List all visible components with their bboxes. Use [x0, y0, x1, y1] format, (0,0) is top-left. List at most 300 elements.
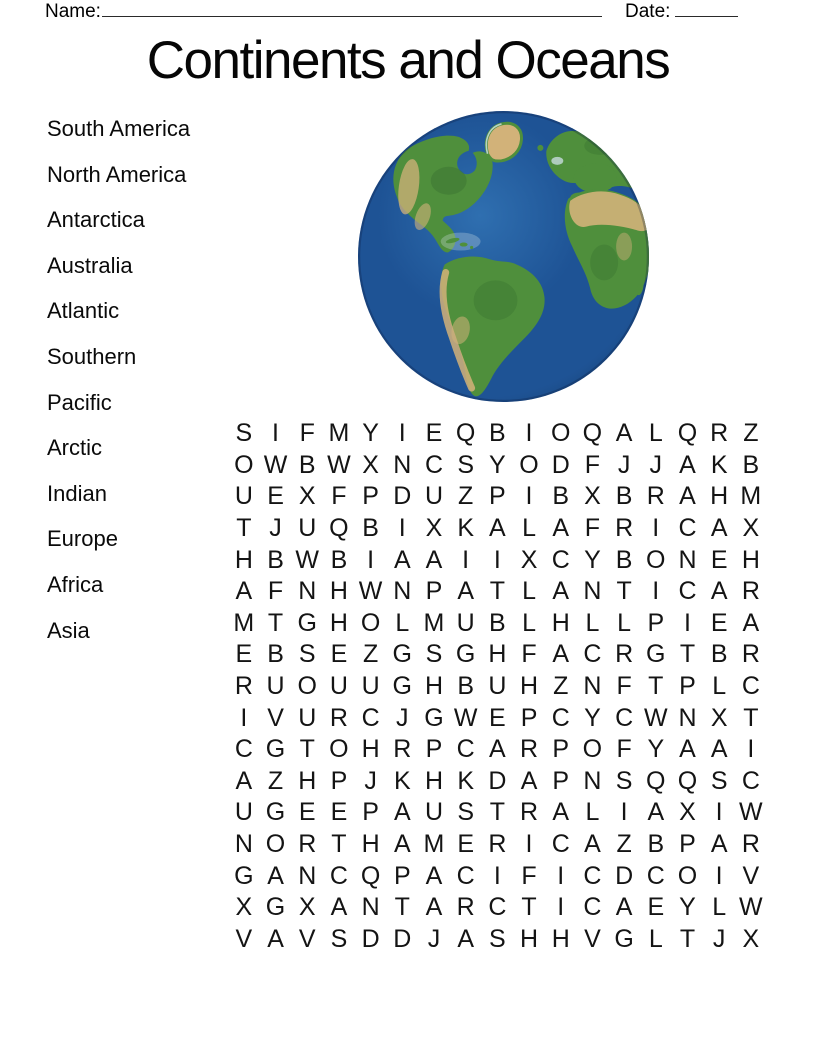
- grid-letter: T: [679, 924, 696, 953]
- grid-letter: P: [520, 703, 538, 732]
- grid-letter: I: [525, 419, 533, 448]
- grid-letter: T: [616, 577, 632, 606]
- word-list-item: Atlantic: [47, 298, 120, 324]
- grid-letter: R: [615, 640, 634, 669]
- earth-globe-svg: [357, 110, 650, 403]
- grid-letter: J: [617, 450, 631, 479]
- grid-letter: A: [425, 893, 443, 922]
- grid-letter: F: [331, 482, 347, 511]
- grid-letter: W: [739, 893, 763, 922]
- grid-letter: A: [330, 893, 348, 922]
- grid-letter: L: [648, 419, 663, 448]
- grid-letter: T: [679, 640, 696, 669]
- word-list-item: Africa: [47, 571, 104, 597]
- grid-letter: P: [552, 735, 570, 764]
- grid-letter: G: [234, 861, 254, 890]
- grid-letter: X: [584, 482, 601, 511]
- grid-letter: R: [456, 893, 475, 922]
- word-list-item: North America: [47, 161, 187, 187]
- date-blank-line: [675, 16, 738, 17]
- grid-letter: Q: [455, 419, 476, 448]
- grid-letter: W: [263, 450, 288, 479]
- grid-letter: E: [489, 703, 506, 732]
- grid-letter: B: [267, 640, 284, 669]
- grid-letter: G: [265, 798, 286, 827]
- grid-letter: G: [614, 924, 634, 953]
- grid-letter: D: [615, 861, 634, 890]
- grid-letter: C: [456, 735, 475, 764]
- grid-letter: C: [583, 893, 602, 922]
- grid-letter: E: [298, 798, 316, 827]
- grid-letter: A: [393, 830, 411, 859]
- grid-letter: Q: [677, 766, 698, 795]
- grid-letter: S: [425, 640, 443, 669]
- grid-letter: R: [298, 830, 317, 859]
- grid-letter: I: [683, 608, 691, 637]
- grid-letter: H: [424, 672, 443, 701]
- grid-letter: B: [615, 545, 633, 574]
- grid-letter: B: [742, 450, 760, 479]
- grid-letter: N: [234, 830, 253, 859]
- grid-letter: U: [329, 672, 348, 701]
- grid-letter: A: [425, 861, 443, 890]
- grid-letter: I: [525, 830, 533, 859]
- grid-letter: U: [234, 798, 253, 827]
- grid-letter: S: [615, 766, 633, 795]
- grid-letter: A: [679, 450, 696, 479]
- grid-letter: C: [551, 545, 570, 574]
- grid-letter: N: [298, 577, 317, 606]
- grid-letter: U: [234, 482, 253, 511]
- grid-letter: H: [234, 545, 253, 574]
- grid-letter: S: [457, 450, 474, 479]
- page-title: Continents and Oceans: [146, 31, 670, 90]
- grid-letter: G: [424, 703, 444, 732]
- grid-letter: X: [520, 545, 538, 574]
- grid-letter: X: [742, 924, 760, 953]
- grid-letter: X: [710, 703, 728, 732]
- grid-letter: B: [298, 450, 316, 479]
- grid-letter: T: [521, 893, 537, 922]
- grid-letter: C: [583, 861, 602, 890]
- grid-letter: H: [329, 608, 348, 637]
- grid-letter: V: [742, 861, 760, 890]
- grid-letter: H: [361, 830, 380, 859]
- grid-letter: F: [299, 419, 315, 448]
- grid-letter: A: [489, 514, 506, 543]
- grid-letter: A: [710, 514, 728, 543]
- grid-letter: A: [552, 798, 570, 827]
- grid-letter: Q: [329, 514, 349, 543]
- grid-letter: H: [488, 640, 507, 669]
- grid-letter: F: [267, 577, 284, 606]
- grid-letter: E: [330, 640, 348, 669]
- grid-letter: X: [425, 514, 443, 543]
- grid-letter: R: [710, 419, 729, 448]
- grid-letter: A: [393, 545, 411, 574]
- grid-letter: F: [584, 450, 601, 479]
- grid-letter: X: [235, 893, 253, 922]
- grid-letter: J: [364, 766, 377, 795]
- grid-letter: D: [361, 924, 380, 953]
- word-search-grid: [228, 418, 767, 955]
- grid-letter: V: [267, 703, 284, 732]
- grid-letter: U: [424, 482, 443, 511]
- grid-letter: I: [398, 419, 406, 448]
- grid-letter: L: [712, 893, 727, 922]
- grid-letter: H: [520, 924, 539, 953]
- grid-letter: I: [652, 514, 660, 543]
- grid-letter: A: [679, 735, 696, 764]
- grid-letter: L: [522, 514, 536, 543]
- grid-letter: W: [295, 545, 320, 574]
- word-list-item: South America: [47, 116, 191, 141]
- name-label: Name:: [45, 1, 101, 22]
- grid-letter: Q: [677, 419, 698, 448]
- grid-letter: A: [710, 830, 728, 859]
- grid-letter: R: [646, 482, 665, 511]
- grid-letter: M: [328, 419, 350, 448]
- grid-letter: A: [679, 482, 696, 511]
- grid-letter: U: [266, 672, 285, 701]
- grid-letter: N: [393, 450, 412, 479]
- grid-letter: A: [393, 798, 411, 827]
- grid-letter: H: [424, 766, 443, 795]
- grid-letter: Y: [647, 735, 665, 764]
- date-label: Date:: [625, 1, 671, 22]
- grid-letter: X: [679, 798, 696, 827]
- grid-letter: T: [489, 577, 505, 606]
- grid-letter: Y: [489, 450, 506, 479]
- grid-letter: U: [488, 672, 507, 701]
- word-list-item: Antarctica: [47, 207, 145, 233]
- grid-letter: B: [330, 545, 348, 574]
- grid-letter: B: [647, 830, 665, 859]
- grid-letter: R: [520, 798, 539, 827]
- grid-letter: L: [585, 608, 600, 637]
- grid-letter: T: [743, 703, 759, 732]
- grid-letter: C: [234, 735, 253, 764]
- grid-letter: L: [395, 608, 410, 637]
- grid-letter: M: [423, 608, 445, 637]
- grid-letter: Y: [362, 419, 379, 448]
- grid-letter: K: [457, 766, 474, 795]
- grid-letter: P: [552, 766, 570, 795]
- grid-letter: U: [361, 672, 380, 701]
- grid-letter: D: [551, 450, 570, 479]
- grid-letter: B: [615, 482, 633, 511]
- grid-letter: R: [520, 735, 539, 764]
- grid-letter: P: [425, 735, 443, 764]
- grid-letter: G: [646, 640, 666, 669]
- grid-letter: A: [267, 861, 284, 890]
- grid-letter: Z: [616, 830, 632, 859]
- grid-letter: L: [522, 608, 536, 637]
- grid-letter: W: [643, 703, 668, 732]
- grid-letter: L: [617, 608, 632, 637]
- grid-letter: S: [457, 798, 474, 827]
- grid-letter: D: [393, 924, 412, 953]
- grid-letter: L: [522, 577, 536, 606]
- grid-letter: F: [584, 514, 601, 543]
- grid-letter: P: [647, 608, 665, 637]
- grid-letter: A: [489, 735, 506, 764]
- grid-letter: W: [358, 577, 383, 606]
- grid-letter: C: [424, 450, 443, 479]
- grid-letter: Q: [646, 766, 666, 795]
- grid-letter: C: [741, 766, 760, 795]
- grid-letter: R: [741, 830, 760, 859]
- grid-letter: A: [425, 545, 443, 574]
- grid-letter: M: [423, 830, 445, 859]
- grid-letter: J: [649, 450, 663, 479]
- grid-letter: W: [327, 450, 351, 479]
- grid-letter: R: [615, 514, 634, 543]
- grid-letter: Y: [584, 545, 601, 574]
- grid-letter: A: [710, 577, 728, 606]
- grid-letter: C: [361, 703, 380, 732]
- grid-letter: P: [393, 861, 411, 890]
- grid-letter: F: [616, 672, 632, 701]
- grid-letter: A: [235, 766, 253, 795]
- grid-letter: B: [552, 482, 570, 511]
- grid-letter: C: [646, 861, 665, 890]
- grid-letter: T: [394, 893, 410, 922]
- grid-letter: X: [742, 514, 760, 543]
- grid-letter: I: [525, 482, 533, 511]
- grid-letter: A: [552, 577, 570, 606]
- grid-letter: E: [710, 608, 728, 637]
- grid-letter: P: [679, 830, 696, 859]
- grid-letter: P: [679, 672, 696, 701]
- grid-letter: A: [552, 640, 570, 669]
- grid-letter: S: [710, 766, 728, 795]
- grid-letter: O: [582, 735, 603, 764]
- grid-letter: I: [557, 893, 565, 922]
- grid-letter: S: [298, 640, 316, 669]
- grid-letter: N: [361, 893, 380, 922]
- grid-letter: U: [456, 608, 475, 637]
- grid-letter: Z: [743, 419, 759, 448]
- grid-letter: L: [648, 924, 663, 953]
- grid-letter: I: [715, 861, 723, 890]
- grid-letter: R: [488, 830, 507, 859]
- grid-letter: R: [234, 672, 253, 701]
- word-list-item: Pacific: [47, 389, 112, 415]
- grid-letter: G: [392, 672, 412, 701]
- word-list-item: Indian: [47, 480, 107, 506]
- grid-letter: B: [267, 545, 284, 574]
- word-list-item: Australia: [47, 252, 133, 278]
- grid-letter: A: [615, 419, 633, 448]
- grid-letter: G: [455, 640, 476, 669]
- grid-letter: I: [398, 514, 406, 543]
- grid-letter: A: [235, 577, 253, 606]
- grid-letter: S: [489, 924, 506, 953]
- grid-letter: B: [710, 640, 728, 669]
- grid-letter: T: [299, 735, 315, 764]
- grid-letter: I: [747, 735, 755, 764]
- grid-letter: I: [652, 577, 660, 606]
- grid-letter: Z: [553, 672, 569, 701]
- grid-letter: N: [583, 672, 602, 701]
- grid-letter: I: [493, 545, 501, 574]
- grid-letter: H: [551, 608, 570, 637]
- grid-letter: J: [712, 924, 726, 953]
- grid-letter: J: [427, 924, 441, 953]
- grid-letter: E: [235, 640, 253, 669]
- caribbean-islands: [441, 233, 481, 251]
- grid-letter: X: [298, 482, 316, 511]
- grid-letter: L: [712, 672, 727, 701]
- grid-letter: H: [298, 766, 317, 795]
- grid-letter: N: [393, 577, 412, 606]
- grid-letter: P: [489, 482, 506, 511]
- grid-letter: A: [647, 798, 665, 827]
- grid-letter: H: [710, 482, 729, 511]
- grid-letter: G: [392, 640, 412, 669]
- grid-letter: D: [488, 766, 507, 795]
- word-list-item: Europe: [47, 526, 118, 552]
- grid-letter: C: [456, 861, 475, 890]
- grid-letter: A: [267, 924, 284, 953]
- grid-letter: O: [234, 450, 254, 479]
- grid-letter: H: [520, 672, 539, 701]
- grid-letter: T: [489, 798, 505, 827]
- grid-letter: P: [330, 766, 348, 795]
- grid-letter: W: [739, 798, 763, 827]
- grid-letter: I: [493, 861, 501, 890]
- grid-letter: P: [362, 798, 379, 827]
- grid-letter: B: [489, 608, 506, 637]
- grid-letter: C: [583, 640, 602, 669]
- grid-letter: P: [362, 482, 379, 511]
- grid-letter: C: [678, 577, 697, 606]
- grid-letter: E: [330, 798, 348, 827]
- grid-letter: J: [269, 514, 282, 543]
- grid-letter: E: [647, 893, 665, 922]
- grid-letter: O: [550, 419, 571, 448]
- grid-letter: T: [331, 830, 347, 859]
- grid-letter: S: [235, 419, 253, 448]
- earth-globe-image: [357, 110, 650, 403]
- grid-letter: I: [557, 861, 565, 890]
- grid-letter: H: [741, 545, 760, 574]
- grid-letter: R: [741, 640, 760, 669]
- grid-letter: C: [488, 893, 507, 922]
- grid-letter: E: [710, 545, 728, 574]
- grid-letter: C: [678, 514, 697, 543]
- grid-letter: Z: [362, 640, 379, 669]
- grid-letter: N: [678, 545, 697, 574]
- grid-letter: O: [329, 735, 349, 764]
- grid-letter: K: [393, 766, 411, 795]
- grid-letter: B: [457, 672, 474, 701]
- grid-letter: C: [329, 861, 348, 890]
- grid-letter: A: [710, 735, 728, 764]
- grid-letter: V: [298, 924, 316, 953]
- grid-letter: I: [240, 703, 248, 732]
- grid-letter: R: [329, 703, 348, 732]
- grid-letter: O: [297, 672, 317, 701]
- grid-letter: Z: [458, 482, 474, 511]
- grid-letter: G: [265, 735, 286, 764]
- grid-letter: V: [235, 924, 253, 953]
- grid-letter: H: [551, 924, 570, 953]
- grid-letter: O: [646, 545, 666, 574]
- grid-letter: M: [233, 608, 255, 637]
- grid-letter: N: [298, 861, 317, 890]
- grid-letter: A: [552, 514, 570, 543]
- grid-letter: X: [298, 893, 316, 922]
- grid-letter: I: [462, 545, 470, 574]
- grid-letter: I: [272, 419, 279, 448]
- grid-letter: S: [330, 924, 348, 953]
- grid-letter: N: [583, 577, 602, 606]
- grid-letter: J: [396, 703, 409, 732]
- grid-letter: X: [362, 450, 379, 479]
- grid-letter: T: [236, 514, 252, 543]
- word-list: [47, 106, 190, 653]
- grid-letter: Y: [584, 703, 601, 732]
- grid-letter: T: [267, 608, 284, 637]
- grid-letter: I: [367, 545, 375, 574]
- grid-letter: L: [585, 798, 600, 827]
- grid-letter: C: [615, 703, 634, 732]
- grid-letter: O: [265, 830, 286, 859]
- grid-letter: E: [425, 419, 443, 448]
- grid-letter: A: [520, 766, 538, 795]
- grid-letter: B: [362, 514, 379, 543]
- grid-letter: I: [715, 798, 723, 827]
- grid-letter: A: [584, 830, 601, 859]
- grid-letter: Z: [267, 766, 284, 795]
- word-list-item: Asia: [47, 617, 90, 643]
- grid-letter: O: [677, 861, 698, 890]
- grid-letter: A: [742, 608, 760, 637]
- grid-letter: R: [741, 577, 760, 606]
- grid-letter: H: [329, 577, 348, 606]
- name-blank-line: [102, 16, 602, 17]
- grid-letter: W: [453, 703, 478, 732]
- grid-letter: C: [551, 703, 570, 732]
- grid-letter: I: [620, 798, 628, 827]
- grid-letter: G: [265, 893, 286, 922]
- grid-letter: U: [298, 703, 317, 732]
- grid-letter: N: [583, 766, 602, 795]
- grid-letter: U: [298, 514, 317, 543]
- grid-letter: G: [297, 608, 317, 637]
- grid-letter: P: [425, 577, 443, 606]
- grid-letter: C: [741, 672, 760, 701]
- grid-letter: F: [616, 735, 632, 764]
- grid-letter: N: [678, 703, 697, 732]
- grid-letter: K: [710, 450, 728, 479]
- grid-letter: D: [393, 482, 412, 511]
- grid-letter: T: [648, 672, 664, 701]
- grid-letter: O: [360, 608, 381, 637]
- grid-letter: R: [393, 735, 412, 764]
- grid-letter: E: [457, 830, 474, 859]
- grid-letter: Q: [582, 419, 603, 448]
- word-list-item: Southern: [47, 343, 137, 369]
- grid-letter: E: [267, 482, 284, 511]
- grid-letter: F: [521, 640, 537, 669]
- grid-letter: U: [424, 798, 443, 827]
- grid-letter: V: [584, 924, 601, 953]
- grid-letter: B: [489, 419, 506, 448]
- grid-letter: F: [521, 861, 537, 890]
